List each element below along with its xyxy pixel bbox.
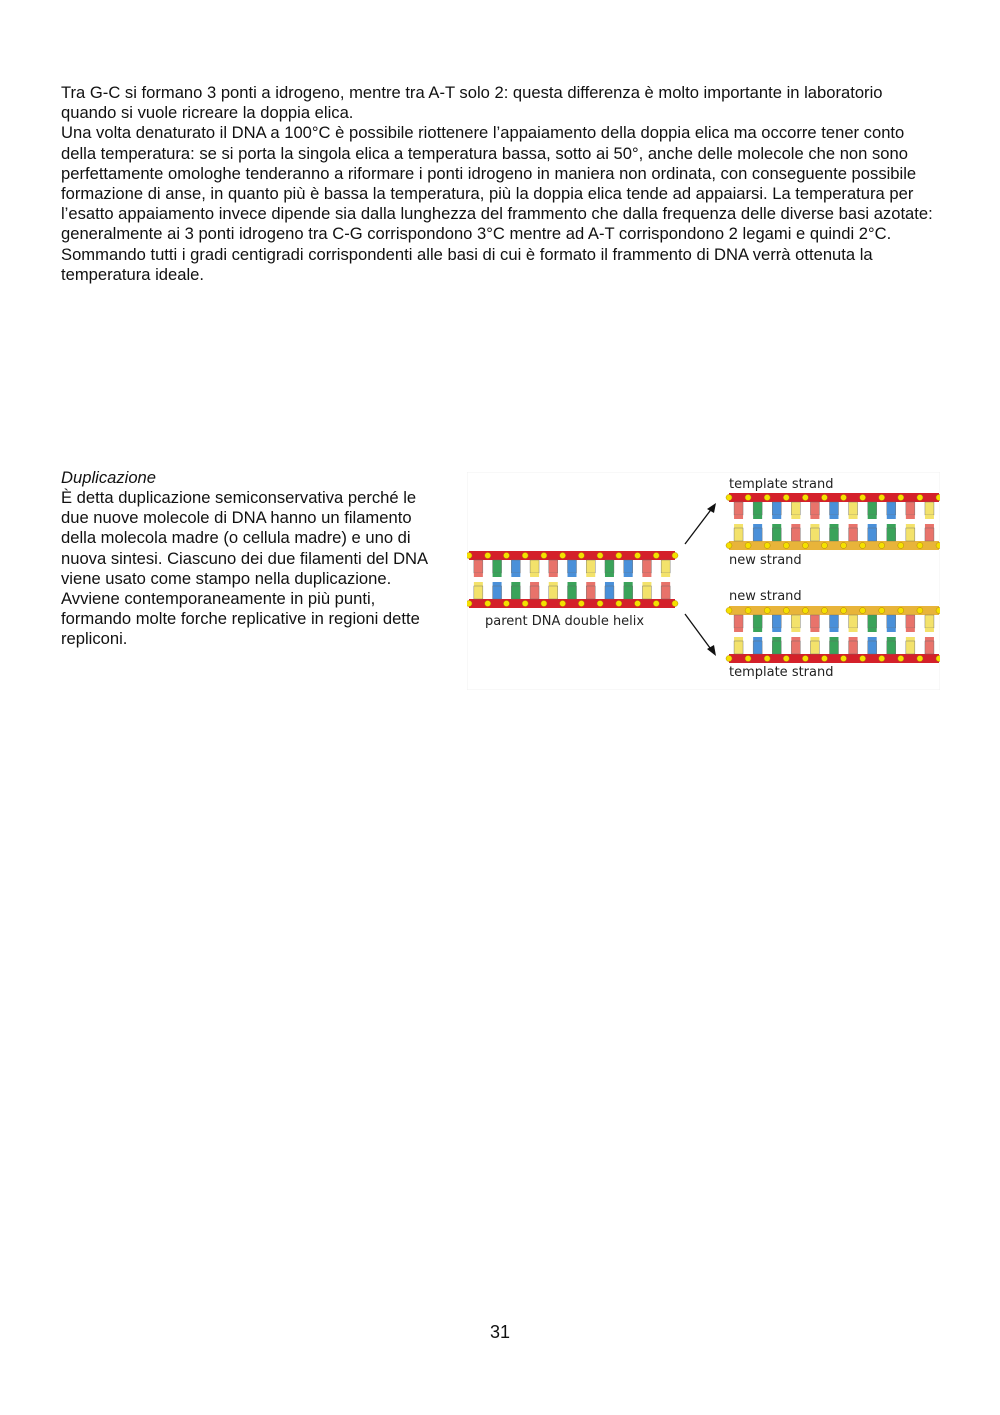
- parent-base-top: [661, 560, 670, 573]
- top-base-link-bottom: [849, 524, 858, 528]
- parent-base-link-bottom: [549, 582, 558, 586]
- parent-phosphate-bottom: [616, 601, 622, 607]
- bottom-base-link-bottom: [734, 637, 743, 641]
- parent-base-top: [624, 560, 633, 573]
- parent-base-link-bottom: [493, 582, 502, 586]
- parent-base-link-bottom: [624, 582, 633, 586]
- bottom-base-link-top: [791, 628, 800, 632]
- parent-base-link-top: [624, 573, 633, 577]
- bottom-phosphate-top: [860, 608, 866, 614]
- parent-phosphate-top: [522, 553, 528, 559]
- parent-base-bottom: [605, 586, 614, 599]
- top-base-link-top: [925, 515, 934, 519]
- bottom-base-top: [772, 615, 781, 628]
- bottom-phosphate-bottom: [936, 656, 940, 662]
- parent-phosphate-bottom: [485, 601, 491, 607]
- paragraph-hydrogen-bonds: Tra G-C si formano 3 ponti a idrogeno, mentre tra A-T solo 2: questa differenza è molto importante in laboratorio quando si vuole ricreare la doppia elica.: [61, 83, 883, 123]
- top-phosphate-bottom: [764, 543, 770, 549]
- parent-base-link-bottom: [642, 582, 651, 586]
- bottom-base-link-bottom: [906, 637, 915, 641]
- bottom-phosphate-bottom: [841, 656, 847, 662]
- top-base-link-top: [868, 515, 877, 519]
- top-base-link-top: [791, 515, 800, 519]
- bottom-phosphate-top: [898, 608, 904, 614]
- top-base-link-bottom: [772, 524, 781, 528]
- bottom-base-link-top: [887, 628, 896, 632]
- bottom-base-bottom: [753, 641, 762, 654]
- section-body-duplicazione: È detta duplicazione semiconservativa perché le due nuove molecole di DNA hanno un filamento della molecola madre (o cellula madre) e uno di nuova sintesi. Ciascuno dei due filamenti del DNA viene usato come stampo nella duplicazione. Avviene contemporaneamente in più punti, formando molte forche replicative in regioni dette repliconi.: [61, 488, 428, 649]
- top-phosphate-bottom: [860, 543, 866, 549]
- parent-phosphate-top: [467, 553, 472, 559]
- top-base-link-top: [753, 515, 762, 519]
- top-strand-bottom: [729, 541, 939, 550]
- bottom-base-link-top: [734, 628, 743, 632]
- top-phosphate-bottom: [936, 543, 940, 549]
- top-base-bottom: [906, 528, 915, 541]
- parent-phosphate-bottom: [597, 601, 603, 607]
- parent-base-bottom: [624, 586, 633, 599]
- bottom-base-link-top: [772, 628, 781, 632]
- top-base-link-bottom: [791, 524, 800, 528]
- top-phosphate-bottom: [783, 543, 789, 549]
- top-base-top: [772, 502, 781, 515]
- dna-replication-diagram: [467, 472, 940, 690]
- top-base-link-top: [849, 515, 858, 519]
- bottom-base-link-bottom: [887, 637, 896, 641]
- bottom-base-top: [849, 615, 858, 628]
- bottom-base-top: [925, 615, 934, 628]
- bottom-phosphate-top: [841, 608, 847, 614]
- bottom-base-bottom: [772, 641, 781, 654]
- bottom-phosphate-top: [802, 608, 808, 614]
- parent-base-bottom: [568, 586, 577, 599]
- bottom-phosphate-bottom: [802, 656, 808, 662]
- bottom-phosphate-bottom: [879, 656, 885, 662]
- bottom-base-link-bottom: [925, 637, 934, 641]
- page-number: 31: [489, 1322, 511, 1342]
- top-base-link-top: [887, 515, 896, 519]
- parent-base-top: [530, 560, 539, 573]
- top-base-link-bottom: [906, 524, 915, 528]
- bottom-base-bottom: [734, 641, 743, 654]
- top-phosphate-top: [783, 495, 789, 501]
- parent-phosphate-top: [672, 553, 678, 559]
- top-base-bottom: [868, 528, 877, 541]
- bottom-base-link-bottom: [791, 637, 800, 641]
- parent-base-top: [493, 560, 502, 573]
- top-base-link-bottom: [830, 524, 839, 528]
- bottom-phosphate-bottom: [917, 656, 923, 662]
- top-base-link-top: [906, 515, 915, 519]
- top-phosphate-top: [726, 495, 732, 501]
- top-phosphate-top: [821, 495, 827, 501]
- bottom-phosphate-bottom: [860, 656, 866, 662]
- top-base-top: [734, 502, 743, 515]
- parent-base-link-top: [474, 573, 483, 577]
- top-phosphate-top: [841, 495, 847, 501]
- parent-base-bottom: [530, 586, 539, 599]
- bottom-phosphate-bottom: [783, 656, 789, 662]
- parent-phosphate-top: [485, 553, 491, 559]
- top-base-link-bottom: [925, 524, 934, 528]
- bottom-phosphate-top: [879, 608, 885, 614]
- bottom-base-top: [906, 615, 915, 628]
- dna-replication-figure: [467, 472, 940, 690]
- bottom-base-link-bottom: [868, 637, 877, 641]
- bottom-base-link-top: [810, 628, 819, 632]
- parent-base-link-top: [530, 573, 539, 577]
- bottom-phosphate-bottom: [898, 656, 904, 662]
- bottom-base-link-bottom: [753, 637, 762, 641]
- top-phosphate-bottom: [841, 543, 847, 549]
- parent-base-bottom: [493, 586, 502, 599]
- bottom-base-top: [830, 615, 839, 628]
- parent-base-link-bottom: [586, 582, 595, 586]
- parent-base-bottom: [586, 586, 595, 599]
- top-base-top: [925, 502, 934, 515]
- bottom-phosphate-top: [764, 608, 770, 614]
- bottom-base-link-bottom: [849, 637, 858, 641]
- parent-phosphate-bottom: [522, 601, 528, 607]
- bottom-base-bottom: [925, 641, 934, 654]
- top-base-link-bottom: [887, 524, 896, 528]
- parent-base-top: [642, 560, 651, 573]
- top-base-bottom: [887, 528, 896, 541]
- top-phosphate-top: [879, 495, 885, 501]
- label-parent-dna: parent DNA double helix: [485, 614, 645, 629]
- parent-base-bottom: [511, 586, 520, 599]
- top-phosphate-top: [745, 495, 751, 501]
- top-base-link-top: [810, 515, 819, 519]
- bottom-base-bottom: [868, 641, 877, 654]
- top-phosphate-top: [802, 495, 808, 501]
- top-phosphate-top: [936, 495, 940, 501]
- bottom-base-link-bottom: [810, 637, 819, 641]
- parent-phosphate-top: [560, 553, 566, 559]
- bottom-base-link-top: [925, 628, 934, 632]
- top-base-top: [791, 502, 800, 515]
- section-title-duplicazione: Duplicazione: [61, 468, 157, 487]
- top-base-top: [849, 502, 858, 515]
- parent-strand-bottom: [469, 599, 675, 608]
- bottom-base-top: [791, 615, 800, 628]
- bottom-base-bottom: [830, 641, 839, 654]
- bottom-phosphate-top: [726, 608, 732, 614]
- parent-phosphate-top: [503, 553, 509, 559]
- top-base-link-top: [772, 515, 781, 519]
- bottom-base-bottom: [887, 641, 896, 654]
- parent-base-link-top: [642, 573, 651, 577]
- bottom-base-top: [753, 615, 762, 628]
- top-phosphate-top: [764, 495, 770, 501]
- parent-phosphate-top: [597, 553, 603, 559]
- parent-phosphate-bottom: [635, 601, 641, 607]
- parent-base-top: [568, 560, 577, 573]
- top-phosphate-bottom: [726, 543, 732, 549]
- bottom-base-link-top: [753, 628, 762, 632]
- parent-phosphate-bottom: [541, 601, 547, 607]
- parent-base-bottom: [661, 586, 670, 599]
- bottom-phosphate-top: [936, 608, 940, 614]
- top-base-bottom: [753, 528, 762, 541]
- top-phosphate-bottom: [745, 543, 751, 549]
- bottom-base-bottom: [810, 641, 819, 654]
- bottom-base-link-bottom: [772, 637, 781, 641]
- bottom-phosphate-top: [745, 608, 751, 614]
- top-base-bottom: [925, 528, 934, 541]
- parent-strand-top: [469, 551, 675, 560]
- top-phosphate-bottom: [821, 543, 827, 549]
- bottom-phosphate-bottom: [745, 656, 751, 662]
- bottom-phosphate-bottom: [726, 656, 732, 662]
- bottom-base-link-top: [868, 628, 877, 632]
- parent-phosphate-bottom: [653, 601, 659, 607]
- top-base-top: [906, 502, 915, 515]
- top-base-link-top: [830, 515, 839, 519]
- parent-base-link-bottom: [474, 582, 483, 586]
- bottom-base-bottom: [791, 641, 800, 654]
- top-phosphate-bottom: [917, 543, 923, 549]
- parent-base-top: [474, 560, 483, 573]
- parent-phosphate-top: [578, 553, 584, 559]
- top-base-top: [868, 502, 877, 515]
- parent-base-link-bottom: [530, 582, 539, 586]
- bottom-base-top: [868, 615, 877, 628]
- parent-base-top: [549, 560, 558, 573]
- top-base-bottom: [830, 528, 839, 541]
- label-top-new-strand: new strand: [729, 553, 802, 568]
- bottom-strand-top: [729, 606, 939, 615]
- bottom-base-top: [734, 615, 743, 628]
- paragraph-denaturation: Una volta denaturato il DNA a 100°C è possibile riottenere l’appaiamento della doppia elica ma occorre tener conto della temperatura: se si porta la singola elica a temperatura bassa, sotto ai 50°, anche delle molecole che non sono perfettamente omologhe tenderanno a riformare i ponti idrogeno in maniera non ordinata, con conseguente possibile formazione di anse, in quanto più è bassa la temperatura, più la doppia elica tende ad appaiarsi. La temperatura per l’esatto appaiamento invece dipende sia dalla lunghezza del frammento che dalla frequenza delle diverse basi azotate: generalmente ai 3 ponti idrogeno tra C-G corrispondono 3°C mentre ad A-T corrispondono 2 legami e quindi 2°C. Sommando tutti i gradi centigradi corrispondenti alle basi di cui è formato il frammento di DNA verrà ottenuta la temperatura ideale.: [61, 123, 933, 284]
- parent-base-bottom: [474, 586, 483, 599]
- bottom-phosphate-top: [917, 608, 923, 614]
- top-base-bottom: [734, 528, 743, 541]
- top-base-link-bottom: [753, 524, 762, 528]
- top-base-top: [810, 502, 819, 515]
- bottom-base-bottom: [906, 641, 915, 654]
- parent-phosphate-bottom: [672, 601, 678, 607]
- parent-phosphate-bottom: [560, 601, 566, 607]
- top-base-link-top: [734, 515, 743, 519]
- parent-base-link-top: [605, 573, 614, 577]
- parent-phosphate-top: [653, 553, 659, 559]
- body-paragraph-1: [61, 83, 941, 285]
- bottom-phosphate-top: [821, 608, 827, 614]
- bottom-base-link-bottom: [830, 637, 839, 641]
- top-phosphate-top: [917, 495, 923, 501]
- bottom-phosphate-bottom: [764, 656, 770, 662]
- top-base-link-bottom: [868, 524, 877, 528]
- parent-phosphate-bottom: [503, 601, 509, 607]
- parent-phosphate-bottom: [467, 601, 472, 607]
- top-phosphate-bottom: [898, 543, 904, 549]
- label-top-template-strand: template strand: [729, 477, 834, 492]
- bottom-phosphate-top: [783, 608, 789, 614]
- parent-base-link-bottom: [511, 582, 520, 586]
- top-strand-top: [729, 493, 939, 502]
- bottom-strand-bottom: [729, 654, 939, 663]
- top-phosphate-bottom: [879, 543, 885, 549]
- parent-phosphate-top: [616, 553, 622, 559]
- parent-base-top: [605, 560, 614, 573]
- top-base-link-bottom: [734, 524, 743, 528]
- bottom-base-bottom: [849, 641, 858, 654]
- top-base-top: [887, 502, 896, 515]
- bottom-base-link-top: [906, 628, 915, 632]
- parent-base-top: [586, 560, 595, 573]
- parent-base-link-top: [549, 573, 558, 577]
- top-phosphate-bottom: [802, 543, 808, 549]
- parent-base-link-top: [511, 573, 520, 577]
- parent-base-link-bottom: [605, 582, 614, 586]
- parent-phosphate-top: [541, 553, 547, 559]
- parent-base-link-bottom: [568, 582, 577, 586]
- top-base-top: [830, 502, 839, 515]
- top-base-top: [753, 502, 762, 515]
- parent-base-link-top: [493, 573, 502, 577]
- parent-base-bottom: [549, 586, 558, 599]
- parent-base-link-top: [586, 573, 595, 577]
- top-base-bottom: [849, 528, 858, 541]
- parent-phosphate-top: [635, 553, 641, 559]
- parent-base-link-top: [568, 573, 577, 577]
- bottom-base-link-top: [830, 628, 839, 632]
- parent-base-bottom: [642, 586, 651, 599]
- parent-phosphate-bottom: [578, 601, 584, 607]
- bottom-phosphate-bottom: [821, 656, 827, 662]
- top-phosphate-top: [860, 495, 866, 501]
- top-base-bottom: [772, 528, 781, 541]
- label-bottom-template-strand: template strand: [729, 665, 834, 680]
- top-base-bottom: [791, 528, 800, 541]
- parent-base-top: [511, 560, 520, 573]
- bottom-base-link-top: [849, 628, 858, 632]
- top-base-bottom: [810, 528, 819, 541]
- parent-base-link-bottom: [661, 582, 670, 586]
- parent-base-link-top: [661, 573, 670, 577]
- top-base-link-bottom: [810, 524, 819, 528]
- bottom-base-top: [810, 615, 819, 628]
- bottom-base-top: [887, 615, 896, 628]
- top-phosphate-top: [898, 495, 904, 501]
- label-bottom-new-strand: new strand: [729, 589, 802, 604]
